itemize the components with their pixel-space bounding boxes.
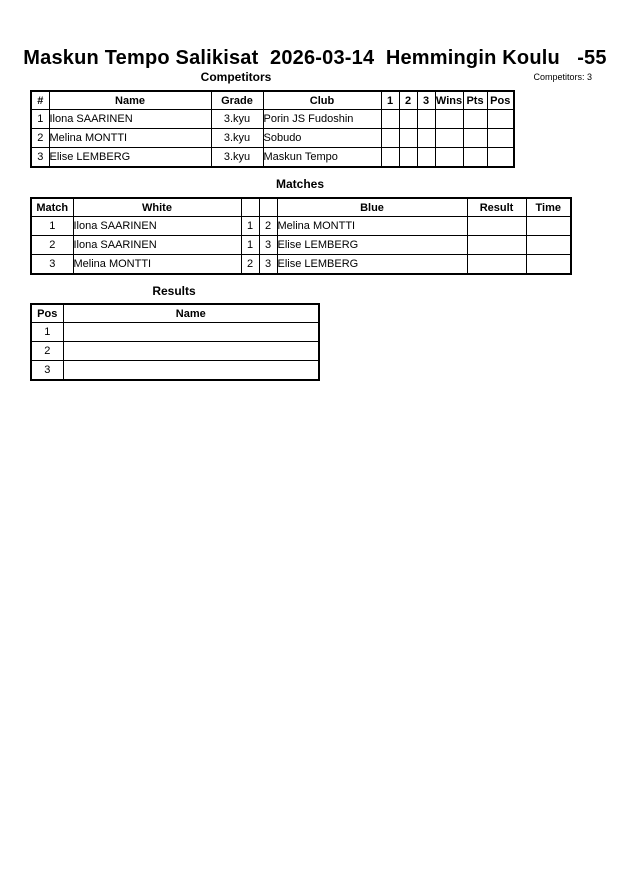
white-player-num: 1 bbox=[241, 236, 259, 255]
blue-player-num: 2 bbox=[259, 217, 277, 236]
white-player: Melina MONTTI bbox=[73, 255, 241, 275]
blue-player: Elise LEMBERG bbox=[277, 255, 467, 275]
competitors-table bbox=[30, 90, 515, 168]
pos-cell bbox=[487, 148, 514, 168]
blue-player-num: 3 bbox=[259, 255, 277, 275]
competitor-row bbox=[31, 148, 514, 168]
competitors-header-row bbox=[31, 91, 514, 110]
header-name: Name bbox=[63, 304, 319, 323]
matches-heading: Matches bbox=[275, 177, 325, 191]
blue-player: Elise LEMBERG bbox=[277, 236, 467, 255]
score-cell bbox=[417, 110, 435, 129]
score-cell bbox=[417, 129, 435, 148]
wins-cell bbox=[435, 129, 463, 148]
header-grade: Grade bbox=[211, 91, 263, 110]
result-name-cell bbox=[63, 323, 319, 342]
score-cell bbox=[381, 110, 399, 129]
result-cell bbox=[467, 236, 526, 255]
header-pos: Pos bbox=[31, 304, 63, 323]
competitor-club: Maskun Tempo bbox=[263, 148, 381, 168]
score-cell bbox=[399, 129, 417, 148]
header-score-1: 1 bbox=[381, 91, 399, 110]
competitor-num: 2 bbox=[31, 129, 49, 148]
header-white-num bbox=[241, 198, 259, 217]
result-cell bbox=[467, 255, 526, 275]
match-row bbox=[31, 255, 571, 275]
competitor-grade: 3.kyu bbox=[211, 110, 263, 129]
result-pos: 2 bbox=[31, 342, 63, 361]
results-header-row bbox=[31, 304, 319, 323]
pos-cell bbox=[487, 110, 514, 129]
matches-header-row bbox=[31, 198, 571, 217]
result-pos: 1 bbox=[31, 323, 63, 342]
blue-player: Melina MONTTI bbox=[277, 217, 467, 236]
competitor-name: Elise LEMBERG bbox=[49, 148, 211, 168]
competitor-grade: 3.kyu bbox=[211, 148, 263, 168]
score-cell bbox=[417, 148, 435, 168]
competitor-club: Porin JS Fudoshin bbox=[263, 110, 381, 129]
competitor-row bbox=[31, 129, 514, 148]
blue-player-num: 3 bbox=[259, 236, 277, 255]
result-name-cell bbox=[63, 361, 319, 381]
header-pts: Pts bbox=[463, 91, 487, 110]
wins-cell bbox=[435, 110, 463, 129]
result-row bbox=[31, 342, 319, 361]
header-blue: Blue bbox=[277, 198, 467, 217]
time-cell bbox=[526, 255, 571, 275]
pts-cell bbox=[463, 148, 487, 168]
pos-cell bbox=[487, 129, 514, 148]
competitor-num: 1 bbox=[31, 110, 49, 129]
competitor-name: Ilona SAARINEN bbox=[49, 110, 211, 129]
competitor-name: Melina MONTTI bbox=[49, 129, 211, 148]
header-blue-num bbox=[259, 198, 277, 217]
match-number: 3 bbox=[31, 255, 73, 275]
white-player: Ilona SAARINEN bbox=[73, 236, 241, 255]
time-cell bbox=[526, 236, 571, 255]
score-cell bbox=[381, 148, 399, 168]
time-cell bbox=[526, 217, 571, 236]
header-num: # bbox=[31, 91, 49, 110]
header-pos: Pos bbox=[487, 91, 514, 110]
result-row bbox=[31, 323, 319, 342]
competitors-count: Competitors: 3 bbox=[533, 72, 592, 82]
page-title: Maskun Tempo Salikisat 2026-03-14 Hemmingin Koulu -55 bbox=[23, 47, 607, 69]
white-player-num: 2 bbox=[241, 255, 259, 275]
match-row bbox=[31, 236, 571, 255]
header-wins: Wins bbox=[435, 91, 463, 110]
competitor-club: Sobudo bbox=[263, 129, 381, 148]
result-pos: 3 bbox=[31, 361, 63, 381]
competitor-row bbox=[31, 110, 514, 129]
header-name: Name bbox=[49, 91, 211, 110]
score-cell bbox=[381, 129, 399, 148]
results-table bbox=[30, 303, 320, 381]
result-name-cell bbox=[63, 342, 319, 361]
header-white: White bbox=[73, 198, 241, 217]
header-result: Result bbox=[467, 198, 526, 217]
result-cell bbox=[467, 217, 526, 236]
results-heading: Results bbox=[152, 284, 196, 298]
competitor-grade: 3.kyu bbox=[211, 129, 263, 148]
pts-cell bbox=[463, 129, 487, 148]
match-row bbox=[31, 217, 571, 236]
header-score-3: 3 bbox=[417, 91, 435, 110]
score-cell bbox=[399, 148, 417, 168]
header-time: Time bbox=[526, 198, 571, 217]
wins-cell bbox=[435, 148, 463, 168]
pts-cell bbox=[463, 110, 487, 129]
white-player: Ilona SAARINEN bbox=[73, 217, 241, 236]
score-cell bbox=[399, 110, 417, 129]
match-number: 1 bbox=[31, 217, 73, 236]
header-club: Club bbox=[263, 91, 381, 110]
competitor-num: 3 bbox=[31, 148, 49, 168]
header-match: Match bbox=[31, 198, 73, 217]
matches-table bbox=[30, 197, 572, 275]
white-player-num: 1 bbox=[241, 217, 259, 236]
result-row bbox=[31, 361, 319, 381]
header-score-2: 2 bbox=[399, 91, 417, 110]
competitors-heading: Competitors bbox=[200, 70, 272, 84]
match-number: 2 bbox=[31, 236, 73, 255]
